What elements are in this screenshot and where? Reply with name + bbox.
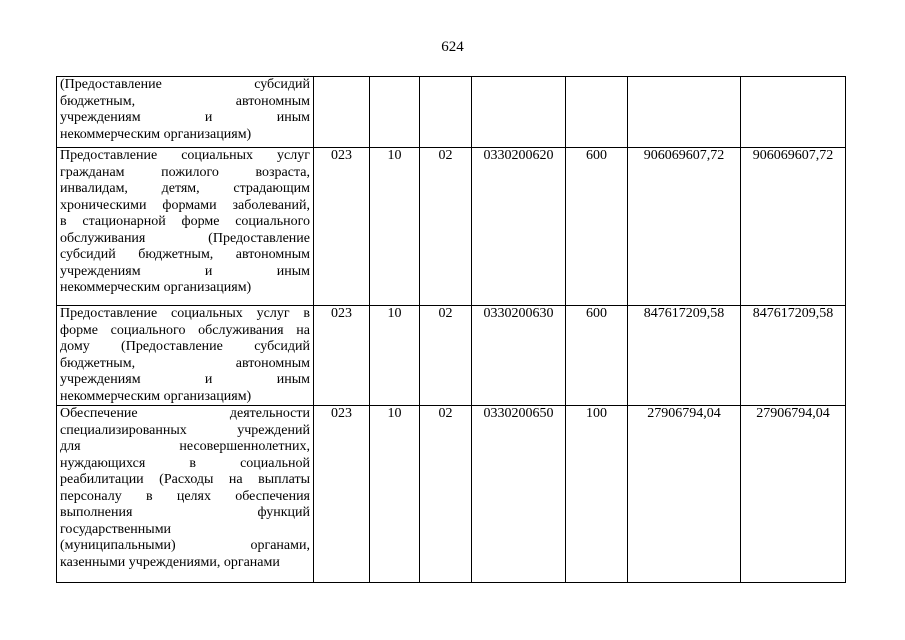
- section-code-cell: [370, 77, 420, 148]
- description-line: (муниципальными) органами,: [60, 538, 310, 553]
- description-line: Обеспечение деятельности: [60, 406, 310, 421]
- amount-cell: 27906794,04: [741, 406, 846, 583]
- description-line: некоммерческим организациям): [60, 126, 252, 142]
- expense-type-cell: 600: [566, 148, 628, 306]
- ministry-code-cell: [314, 77, 370, 148]
- description-line: учреждениям и иным: [60, 372, 310, 387]
- description-line: персоналу в целях обеспечения: [60, 488, 310, 504]
- section-code-cell: 10: [370, 306, 420, 406]
- row-description: [57, 406, 314, 583]
- table-row: [57, 148, 846, 306]
- table-row: [57, 306, 846, 406]
- ministry-code-cell: 023: [314, 306, 370, 406]
- description-line: (Предоставление субсидий: [60, 77, 310, 92]
- target-article-cell: 0330200630: [472, 306, 566, 406]
- budget-table: [56, 76, 846, 583]
- subsection-code-cell: 02: [420, 306, 472, 406]
- description-line: дому (Предоставление субсидий: [60, 339, 310, 354]
- section-code-cell: 10: [370, 148, 420, 306]
- target-article-cell: [472, 77, 566, 148]
- target-article-cell: 0330200650: [472, 406, 566, 583]
- description-line: бюджетным, автономным: [60, 93, 310, 109]
- description-line: для несовершеннолетних,: [60, 439, 310, 454]
- subsection-code-cell: [420, 77, 472, 148]
- row-description: [57, 77, 314, 148]
- amount-cell: [741, 77, 846, 148]
- description-line: субсидий бюджетным, автономным: [60, 247, 310, 262]
- description-line: хроническими формами заболеваний,: [60, 197, 310, 213]
- expense-type-cell: 600: [566, 306, 628, 406]
- row-description: [57, 306, 314, 406]
- description-line: Предоставление социальных услуг: [60, 148, 310, 163]
- description-line: государственными: [60, 521, 172, 537]
- description-line: специализированных учреждений: [60, 422, 310, 438]
- description-line: казенными учреждениями, органами: [60, 554, 280, 570]
- subsection-code-cell: 02: [420, 148, 472, 306]
- description-line: Предоставление социальных услуг в: [60, 306, 310, 321]
- section-code-cell: 10: [370, 406, 420, 583]
- expense-type-cell: 100: [566, 406, 628, 583]
- ministry-code-cell: 023: [314, 148, 370, 306]
- amount-cell: 847617209,58: [741, 306, 846, 406]
- description-line: учреждениям и иным: [60, 263, 310, 279]
- ministry-code-cell: 023: [314, 406, 370, 583]
- description-line: реабилитации (Расходы на выплаты: [60, 472, 310, 487]
- description-line: бюджетным, автономным: [60, 355, 310, 371]
- description-line: нуждающихся в социальной: [60, 455, 310, 471]
- description-line: некоммерческим организациям): [60, 280, 252, 295]
- description-line: инвалидам, детям, страдающим: [60, 181, 310, 196]
- description-line: учреждениям и иным: [60, 110, 310, 125]
- description-line: некоммерческим организациям): [60, 388, 252, 404]
- amount-cell: 847617209,58: [628, 306, 741, 406]
- description-line: гражданам пожилого возраста,: [60, 164, 310, 180]
- description-line: в стационарной форме социального: [60, 214, 310, 229]
- page-number: 624: [441, 39, 464, 55]
- row-description: [57, 148, 314, 306]
- table-body: [57, 77, 846, 583]
- expense-type-cell: [566, 77, 628, 148]
- target-article-cell: 0330200620: [472, 148, 566, 306]
- amount-cell: 27906794,04: [628, 406, 741, 583]
- table-row: [57, 406, 846, 583]
- subsection-code-cell: 02: [420, 406, 472, 583]
- amount-cell: 906069607,72: [741, 148, 846, 306]
- table-row: [57, 77, 846, 148]
- description-line: выполнения функций: [60, 505, 310, 520]
- description-line: форме социального обслуживания на: [60, 322, 310, 338]
- amount-cell: [628, 77, 741, 148]
- description-line: обслуживания (Предоставление: [60, 230, 310, 246]
- amount-cell: 906069607,72: [628, 148, 741, 306]
